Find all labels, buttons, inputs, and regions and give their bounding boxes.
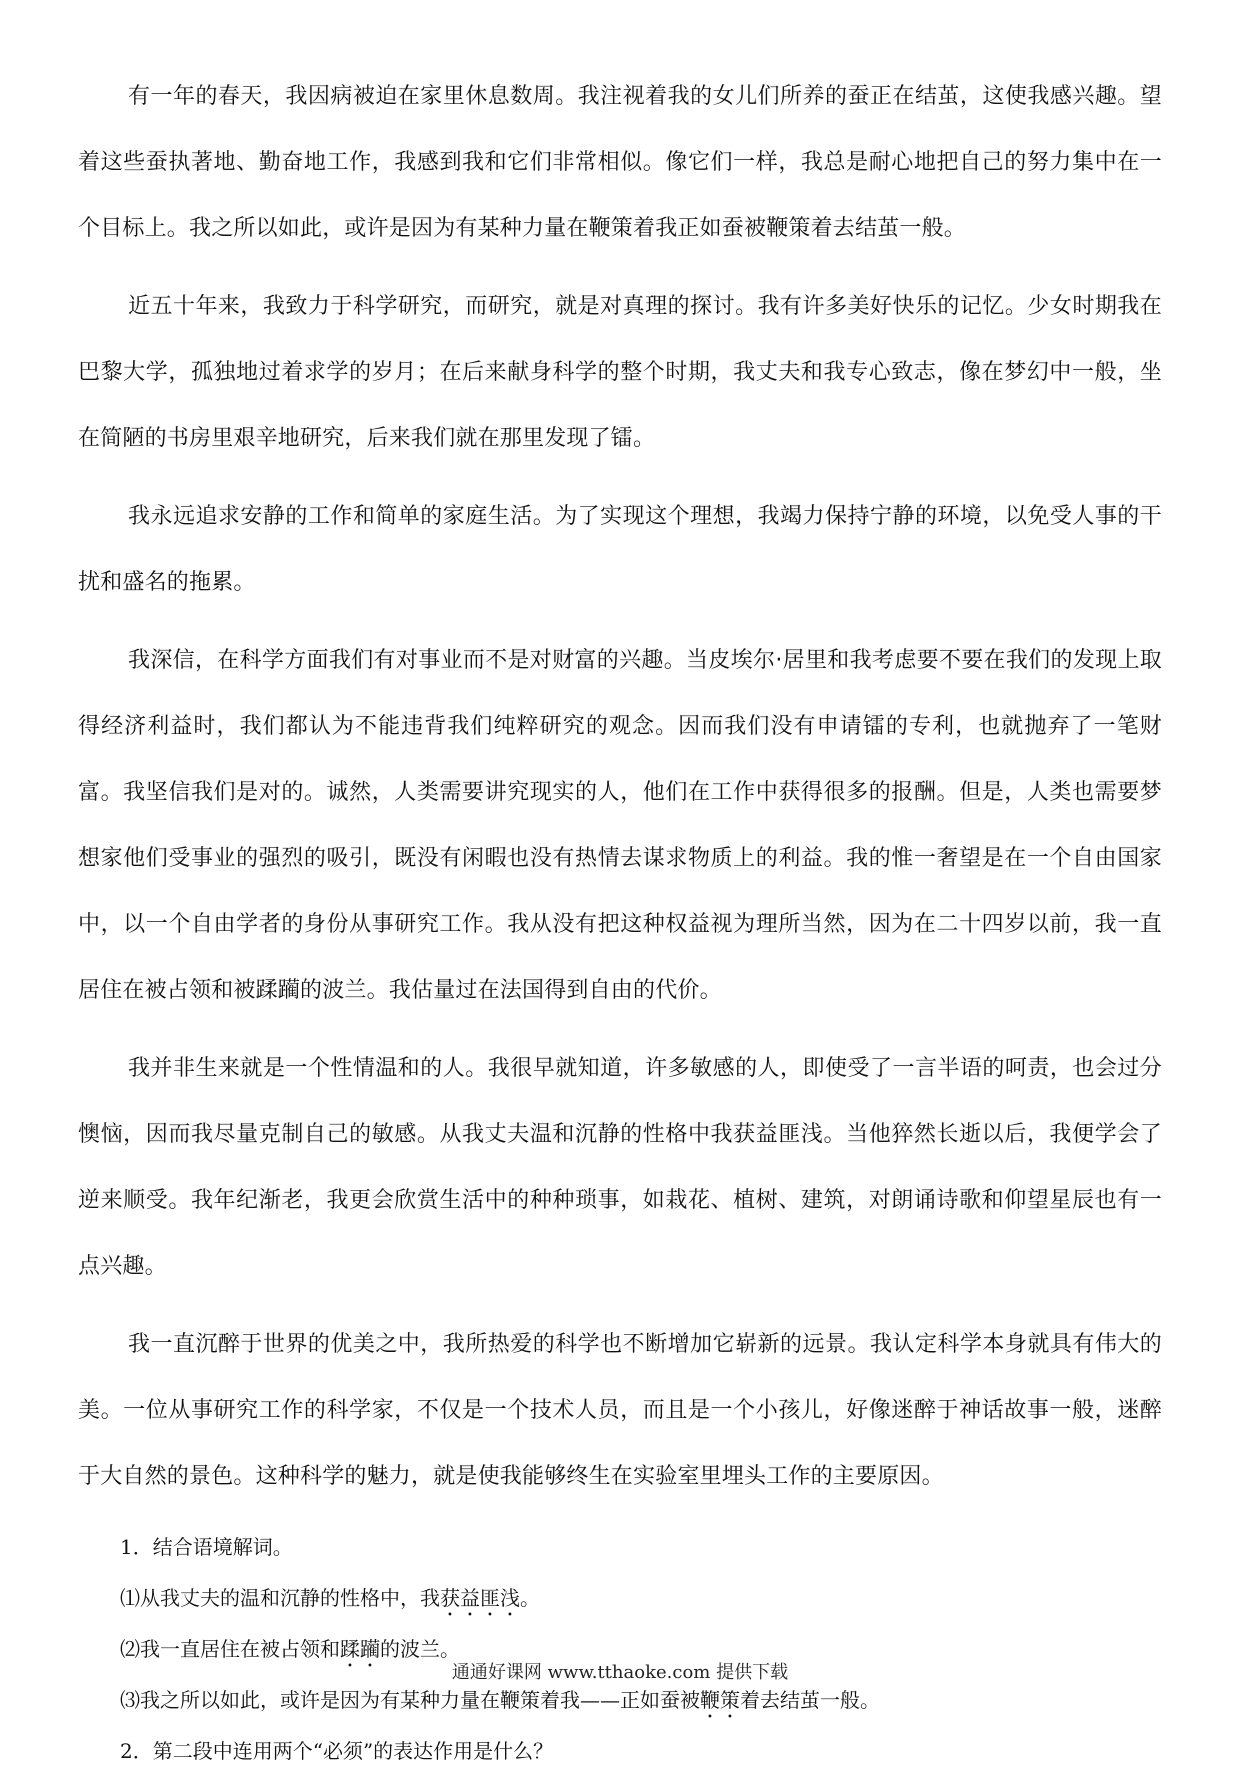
question-1-title: 1．结合语境解词。: [120, 1535, 293, 1559]
question-1-item-1-marked-word: 获益匪浅: [440, 1586, 520, 1610]
paragraph-3: 我永远追求安静的工作和简单的家庭生活。为了实现这个理想，我竭力保持宁静的环境，以免受人事的干扰和盛名的拖累。: [78, 504, 1162, 595]
question-1-item-3-after: 着去结茧一般。: [740, 1688, 880, 1712]
question-1-item-1-after: 。: [520, 1586, 540, 1610]
paragraph-1: 有一年的春天，我因病被迫在家里休息数周。我注视着我的女儿们所养的蚕正在结茧，这使我感兴趣。望着这些蚕执著地、勤奋地工作，我感到我和它们非常相似。像它们一样，我总是耐心地把自己的努力集中在一个目标上。我之所以如此，或许是因为有某种力量在鞭策着我正如蚕被鞭策着去结茧一般。: [78, 84, 1162, 241]
questions-section: [78, 1522, 1162, 1777]
question-1-item-1: [78, 1573, 1162, 1624]
paragraph-4: 我深信，在科学方面我们有对事业而不是对财富的兴趣。当皮埃尔·居里和我考虑要不要在我们的发现上取得经济利益时，我们都认为不能违背我们纯粹研究的观念。因而我们没有申请镭的专利，也就抛弃了一笔财富。我坚信我们是对的。诚然，人类需要讲究现实的人，他们在工作中获得很多的报酬。但是，人类也需要梦想家他们受事业的强烈的吸引，既没有闲暇也没有热情去谋求物质上的利益。我的惟一奢望是在一个自由国家中，以一个自由学者的身份从事研究工作。我从没有把这种权益视为理所当然，因为在二十四岁以前，我一直居住在被占领和被蹂躏的波兰。我估量过在法国得到自由的代价。: [78, 648, 1162, 1003]
question-1-item-2-before: ⑵我一直居住在被占领和: [120, 1637, 340, 1661]
question-2-title: 2．第二段中连用两个“必须”的表达作用是什么？: [120, 1739, 554, 1763]
page-footer: 通通好课网 www.tthaoke.com 提供下载: [451, 1662, 789, 1683]
paragraph-2: 近五十年来，我致力于科学研究，而研究，就是对真理的探讨。我有许多美好快乐的记忆。少女时期我在巴黎大学，孤独地过着求学的岁月；在后来献身科学的整个时期，我丈夫和我专心致志，像在梦幻中一般，坐在简陋的书房里艰辛地研究，后来我们就在那里发现了镭。: [78, 294, 1162, 451]
paragraph-6: 我一直沉醉于世界的优美之中，我所热爱的科学也不断增加它崭新的远景。我认定科学本身就具有伟大的美。一位从事研究工作的科学家，不仅是一个技术人员，而且是一个小孩儿，好像迷醉于神话故事一般，迷醉于大自然的景色。这种科学的魅力，就是使我能够终生在实验室里埋头工作的主要原因。: [78, 1332, 1162, 1489]
question-1-item-1-before: ⑴从我丈夫的温和沉静的性格中，我: [120, 1586, 440, 1610]
question-1-item-2-after: 的波兰。: [380, 1637, 460, 1661]
question-1-item-3-marked-word: 鞭策: [700, 1688, 740, 1712]
question-1-item-3-before: ⑶我之所以如此，或许是因为有某种力量在鞭策着我——正如蚕被: [120, 1688, 700, 1712]
document-body: [78, 64, 1162, 1777]
paragraph-5: 我并非生来就是一个性情温和的人。我很早就知道，许多敏感的人，即使受了一言半语的呵责，也会过分懊恼，因而我尽量克制自己的敏感。从我丈夫温和沉静的性格中我获益匪浅。当他猝然长逝以后，我便学会了逆来顺受。我年纪渐老，我更会欣赏生活中的种种琐事，如栽花、植树、建筑，对朗诵诗歌和仰望星辰也有一点兴趣。: [78, 1056, 1162, 1279]
question-1-item-2-marked-word: 蹂躏: [340, 1637, 380, 1661]
